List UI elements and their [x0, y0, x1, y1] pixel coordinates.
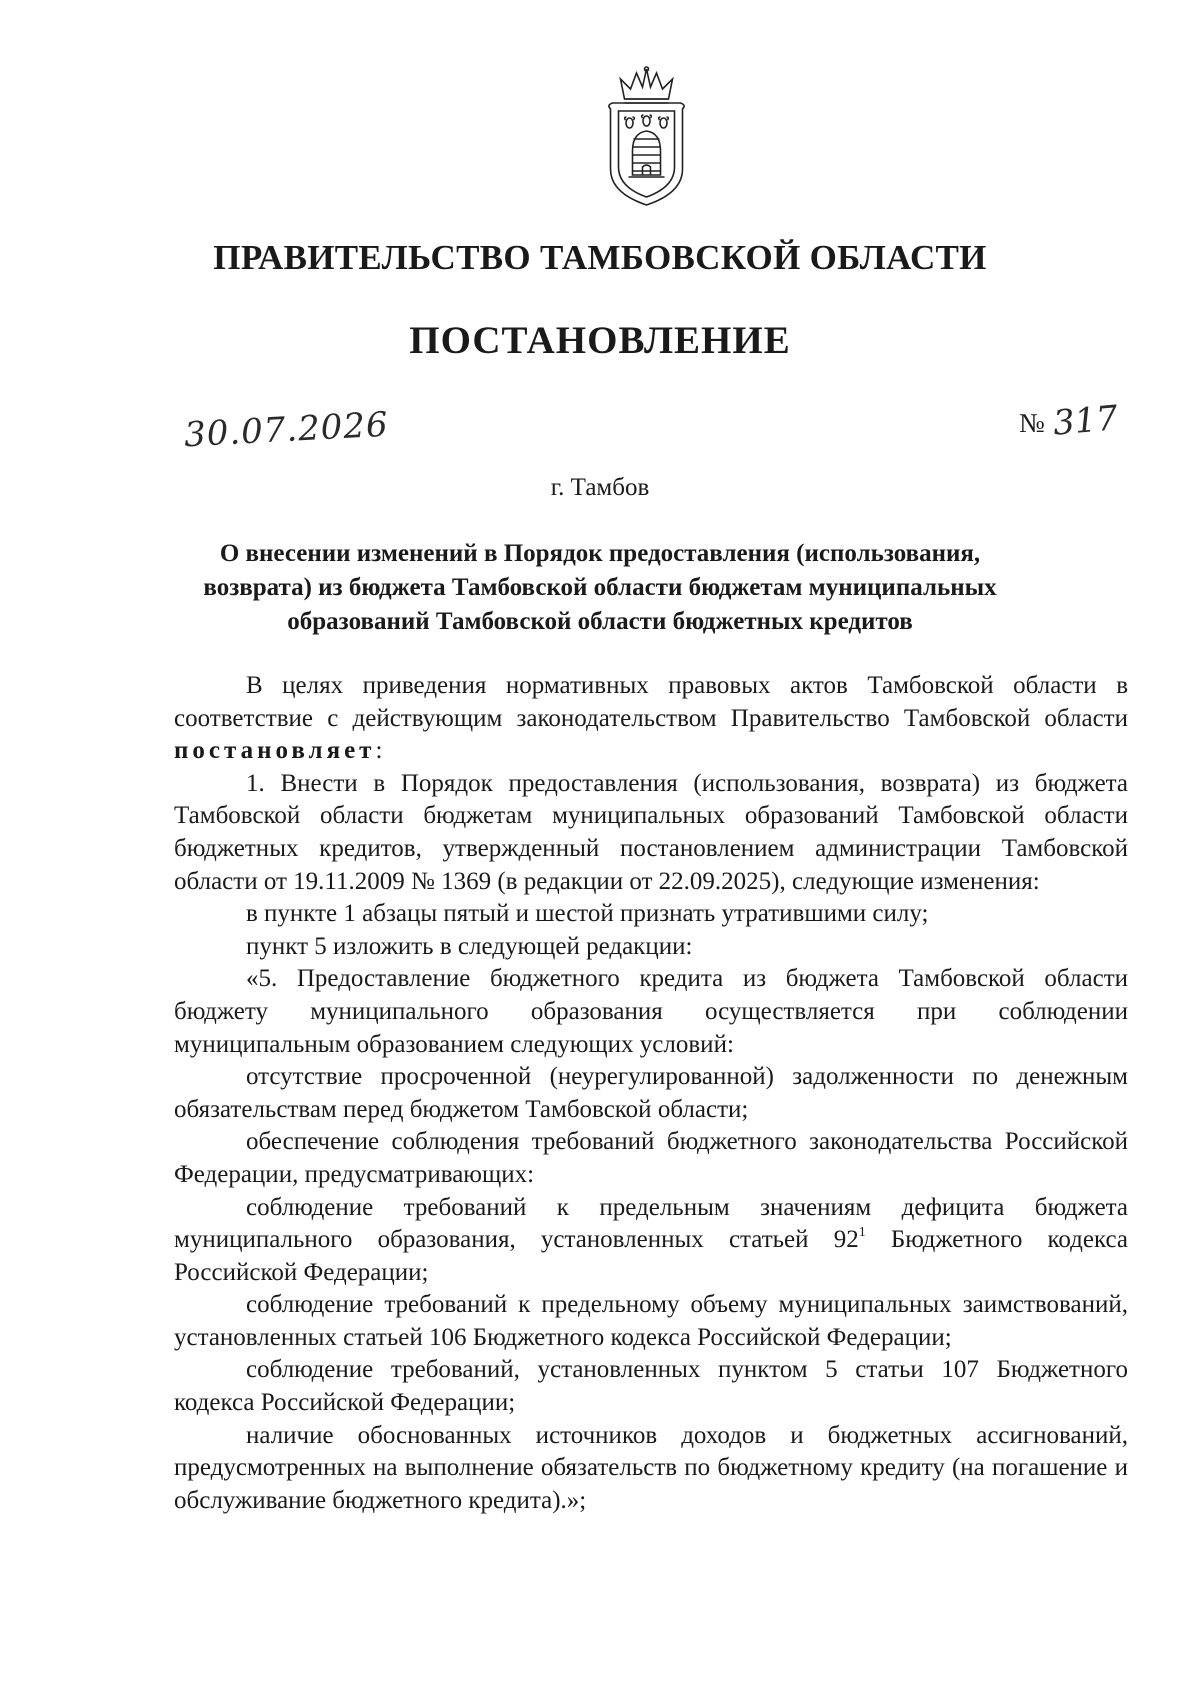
- subject-line: О внесении изменений в Порядок предоставления (использования,: [219, 540, 981, 567]
- condition-paragraph: обеспечение соблюдения требований бюджетного законодательства Российской Федерации, предусматривающих:: [174, 1128, 1128, 1188]
- document-city: г. Тамбов: [550, 474, 650, 501]
- document-body: [174, 670, 1128, 1517]
- document-number: [1019, 398, 1120, 444]
- decree-word: постановляет: [174, 737, 376, 765]
- change-2-paragraph: пункт 5 изложить в следующей редакции:: [246, 932, 693, 960]
- condition-paragraph: соблюдение требований к предельным значениям дефицита бюджета муниципального образования, установленных статьей $92^1$ Бюджетного кодекса Российской Федерации;: [174, 1193, 1128, 1286]
- government-title: ПРАВИТЕЛЬСТВО ТАМБОВСКОЙ ОБЛАСТИ: [213, 238, 987, 277]
- document-date: 30.07.2026: [183, 404, 390, 456]
- condition-paragraph: соблюдение требований к предельному объему муниципальных заимствований, установленных статьей 106 Бюджетного кодекса Российской Федерации;: [174, 1291, 1128, 1351]
- document-subject: [150, 537, 1050, 639]
- coat-of-arms-icon: [596, 65, 697, 209]
- condition-paragraph: соблюдение требований, установленных пунктом 5 статьи 107 Бюджетного кодекса Российской Федерации;: [174, 1356, 1128, 1417]
- condition-paragraph: наличие обоснованных источников доходов и бюджетных ассигнований, предусмотренных на выполнение обязательств по бюджетному кредиту (на погашение и обслуживание бюджетного кредита).»;: [174, 1421, 1128, 1514]
- condition-paragraph: отсутствие просроченной (неурегулированной) задолженности по денежным обязательствам перед бюджетом Тамбовской области;: [174, 1063, 1128, 1123]
- preamble-paragraph: В целях приведения нормативных правовых актов Тамбовской области в соответствие с действующим законодательством Правительство Тамбовской области постановляет:: [174, 672, 1128, 765]
- number-sign: №: [1019, 408, 1045, 438]
- subject-line: образований Тамбовской области бюджетных кредитов: [287, 608, 913, 635]
- subject-line: возврата) из бюджета Тамбовской области бюджетам муниципальных: [203, 574, 997, 601]
- item-1-paragraph: 1. Внести в Порядок предоставления (использования, возврата) из бюджета Тамбовской области бюджетам муниципальных образований Тамбовской области бюджетных кредитов, утвержденный постановлением администрации Тамбовской области от 19.11.2009 № 1369 (в редакции от 22.09.2025), следующие изменения:: [174, 769, 1128, 895]
- article-superscript: 1: [858, 1224, 866, 1240]
- change-1-paragraph: в пункте 1 абзацы пятый и шестой признать утратившими силу;: [246, 900, 929, 928]
- document-type: ПОСТАНОВЛЕНИЕ: [409, 319, 791, 362]
- clause-5-paragraph: «5. Предоставление бюджетного кредита из бюджета Тамбовской области бюджету муниципального образования осуществляется при соблюдении муниципальным образованием следующих условий:: [174, 965, 1128, 1058]
- number-value: 317: [1051, 398, 1120, 444]
